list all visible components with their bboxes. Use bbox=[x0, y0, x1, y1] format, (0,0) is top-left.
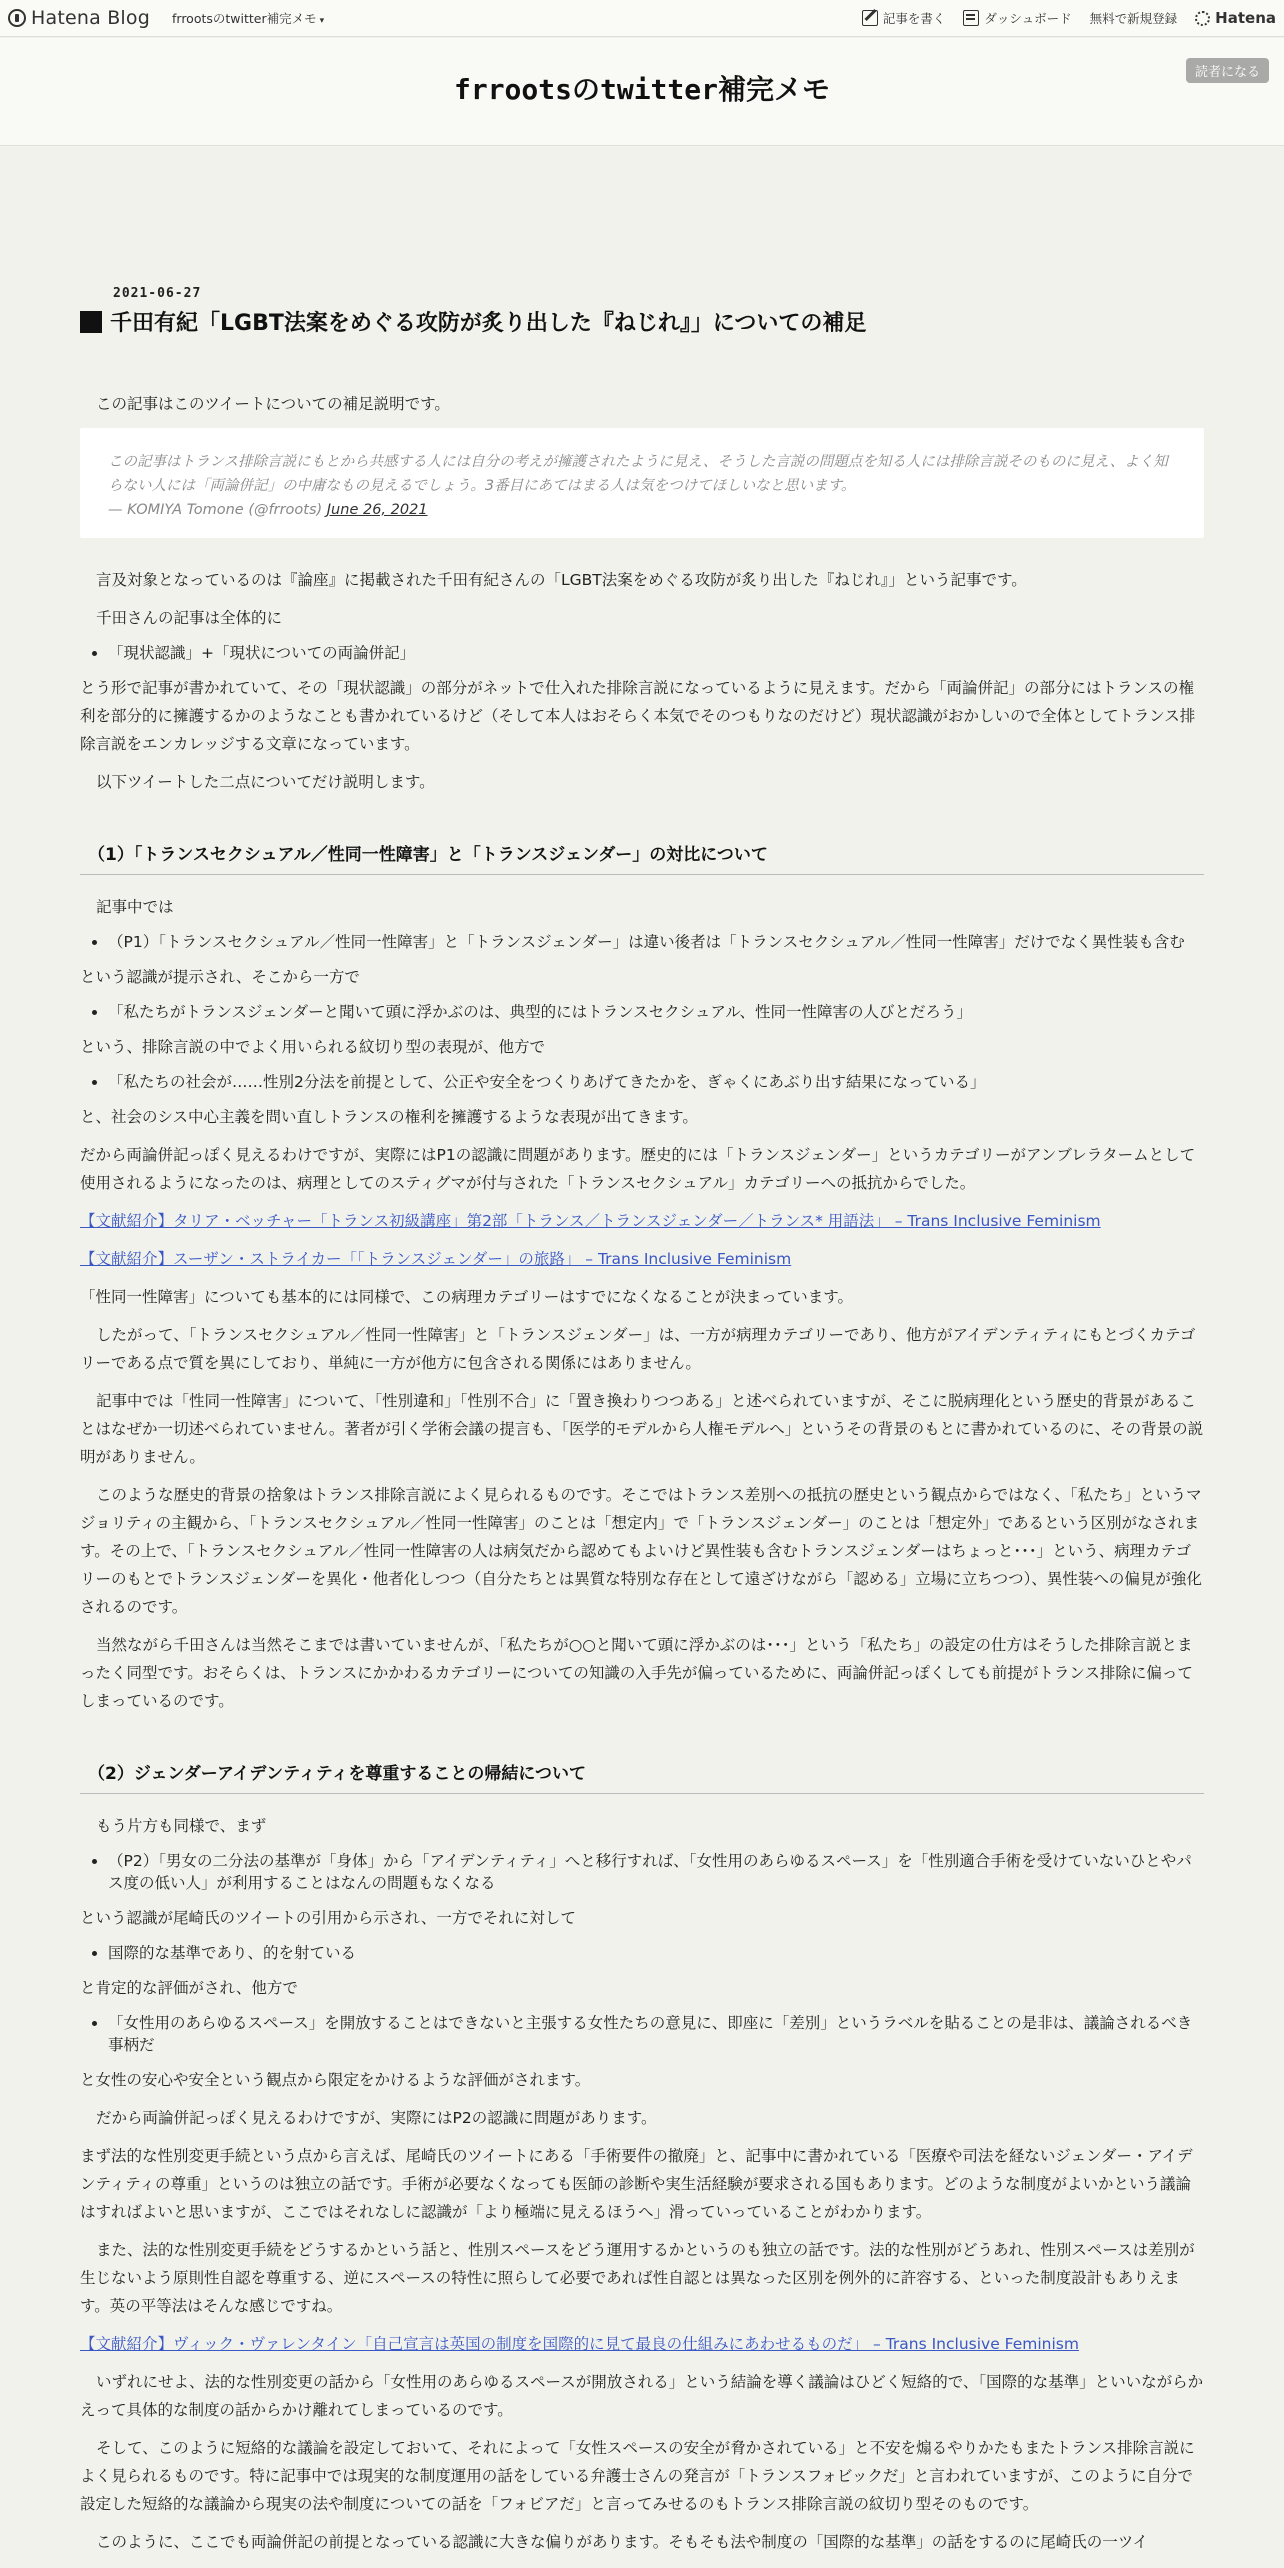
list-item: • 「現状認識」+「現状についての両論併記」 bbox=[108, 642, 1204, 664]
list-item: • 「私たちがトランスジェンダーと聞いて頭に浮かぶのは、典型的にはトランスセクシュアル、性同一性障害の人びとだろう」 bbox=[108, 1001, 1204, 1023]
signup-label: 無料で新規登録 bbox=[1089, 11, 1178, 26]
title-square-icon bbox=[80, 311, 102, 333]
subscribe-button[interactable]: 読者になる bbox=[1186, 58, 1269, 83]
section-heading-2: （2）ジェンダーアイデンティティを尊重することの帰結について bbox=[80, 1759, 1204, 1794]
bullet-list bbox=[108, 1001, 1204, 1023]
paragraph: と、社会のシス中心主義を問い直しトランスの権利を擁護するような表現が出てきます。 bbox=[80, 1108, 698, 1126]
dashboard-button[interactable] bbox=[963, 9, 1071, 27]
bullet-list bbox=[108, 1071, 1204, 1093]
hatena-blog-logo[interactable] bbox=[8, 7, 150, 29]
caret-down-icon: ▾ bbox=[319, 16, 325, 26]
list-item: • 「私たちの社会が……性別2分法を前提として、公正や安全をつくりあげてきたかを、ぎゃくにあぶり出す結果になっている」 bbox=[108, 1071, 1204, 1093]
hatena-blog-logo-icon bbox=[8, 9, 26, 27]
dashboard-label: ダッシュボード bbox=[984, 11, 1072, 26]
bullet-list bbox=[108, 1942, 1204, 1964]
bullet-list bbox=[108, 642, 1204, 664]
paragraph: という認識が尾崎氏のツイートの引用から示され、一方でそれに対して bbox=[80, 1909, 576, 1927]
paragraph: まず法的な性別変更手続という点から言えば、尾崎氏のツイートにある「手術要件の撤廃」と、記事中に書かれている「医療や司法を経ないジェンダー・アイデンティティの尊重」というのは独立の話です。手術が必要なくなっても医師の診断や実生活経験が要求される国もあります。どのような制度がよいかという議論はすればよいと思いますが、ここではそれなしに認識が「より極端に見えるほうへ」滑っていっていることがわかります。 bbox=[80, 2147, 1193, 2221]
signup-link[interactable] bbox=[1090, 9, 1178, 27]
entry-title-text[interactable]: 千田有紀「LGBT法案をめぐる攻防が炙り出した『ねじれ』」についての補足 bbox=[110, 311, 867, 336]
blog-header bbox=[0, 38, 1284, 146]
tweet-author: — KOMIYA Tomone (@frroots) bbox=[108, 502, 323, 518]
blog-title[interactable]: frrootsのtwitter補完メモ bbox=[453, 73, 830, 106]
tweet-text: この記事はトランス排除言説にもとから共感する人には自分の考えが擁護されたように見え、そうした言説の問題点を知る人には排除言説そのものに見え、よく知らない人には「両論併記」の中庸なもの見えるでしょう。3番目にあてはまる人は気をつけてほしいなと思います。 bbox=[108, 454, 1168, 494]
global-header bbox=[0, 0, 1284, 37]
dashboard-icon bbox=[963, 10, 979, 26]
reference-link[interactable]: 【文献紹介】スーザン・ストライカー「「トランスジェンダー」の旅路」 – Trans Inclusive Feminism bbox=[80, 1250, 792, 1268]
paragraph: 以下ツイートした二点についてだけ説明します。 bbox=[96, 773, 435, 791]
pencil-icon bbox=[862, 10, 878, 26]
paragraph: そして、このように短絡的な議論を設定しておいて、それによって「女性スペースの安全が脅かされている」と不安を煽るやりかたもまたトランス排除言説によく見られるものです。特に記事中では現実的な制度運用の話をしている弁護士さんの発言が「トランスフォビックだ」と言われていますが、このように自分で設定した短絡的な議論から現実の法や制度についての話を「フォビアだ」と言ってみせるのもトランス排除言説の紋切り型そのものです。 bbox=[80, 2439, 1195, 2513]
write-article-button[interactable] bbox=[862, 9, 946, 27]
paragraph: 記事中では「性同一性障害」について、「性別違和」「性別不合」に「置き換わりつつある」と述べられていますが、そこに脱病理化という歴史的背景があることはなぜか一切述べられていません。著者が引く学術会議の提言も、「医学的モデルから人権モデルへ」というその背景のもとに書かれているのに、その背景の説明がありません。 bbox=[80, 1392, 1204, 1466]
section-heading-1: （1）「トランスセクシュアル／性同一性障害」と「トランスジェンダー」の対比について bbox=[80, 840, 1204, 875]
reference-link[interactable]: 【文献紹介】タリア・ベッチャー「トランス初級講座」第2部「トランス／トランスジェンダー／トランス* 用語法」 – Trans Inclusive Feminism bbox=[80, 1212, 1101, 1230]
tweet-date-link[interactable]: June 26, 2021 bbox=[326, 502, 428, 518]
embedded-tweet bbox=[80, 428, 1204, 538]
paragraph: 千田さんの記事は全体的に bbox=[96, 609, 283, 627]
paragraph: だから両論併記っぽく見えるわけですが、実際にはP1の認識に問題があります。歴史的には「トランスジェンダー」というカテゴリーがアンブレラタームとして使用されるようになったのは、病理としてのスティグマが付与された「トランスセクシュアル」カテゴリーへの抵抗からでした。 bbox=[80, 1146, 1196, 1192]
hatena-brand-link[interactable] bbox=[1195, 9, 1276, 27]
entry-title bbox=[80, 306, 866, 337]
paragraph: このような歴史的背景の捨象はトランス排除言説によく見られるものです。そこではトランス差別への抵抗の歴史という観点からではなく、「私たち」というマジョリティの主観から、「トランスセクシュアル／性同一性障害」のことは「想定内」で「トランスジェンダー」のことは「想定外」であるという区別がなされます。その上で、「トランスセクシュアル／性同一性障害の人は病気だから認めてもよいけど異性装も含むトランスジェンダーはちょっと･･･」という、病理カテゴリーのもとでトランスジェンダーを異化・他者化しつつ（自分たちとは異質な特別な存在として遠ざけながら「認める」立場に立ちつつ）、異性装への偏見が強化されるのです。 bbox=[80, 1486, 1202, 1616]
blog-menu-label: frrootsのtwitter補完メモ bbox=[172, 11, 317, 26]
entry-date[interactable]: 2021-06-27 bbox=[113, 286, 202, 301]
hatena-sun-icon bbox=[1195, 11, 1210, 26]
list-item: • 「女性用のあらゆるスペース」を開放することはできないと主張する女性たちの意見に、即座に「差別」というラベルを貼ることの是非は、議論されるべき事柄だ bbox=[108, 2012, 1204, 2056]
hatena-blog-logo-text: Hatena Blog bbox=[31, 7, 150, 29]
paragraph: 記事中では bbox=[96, 898, 174, 916]
paragraph: と肯定的な評価がされ、他方で bbox=[80, 1979, 298, 1997]
paragraph: もう片方も同様で、まず bbox=[96, 1817, 267, 1835]
bullet-list bbox=[108, 2012, 1204, 2056]
paragraph: 「性同一性障害」についても基本的には同様で、この病理カテゴリーはすでになくなることが決まっています。 bbox=[80, 1288, 853, 1306]
list-item: • （P2）「男女の二分法の基準が「身体」から「アイデンティティ」へと移行すれば、「女性用のあらゆるスペース」を「性別適合手術を受けていないひとやパス度の低い人」が利用することはなんの問題もなくなる bbox=[108, 1850, 1204, 1894]
bullet-list bbox=[108, 931, 1204, 953]
paragraph: 言及対象となっているのは『論座』に掲載された千田有紀さんの「LGBT法案をめぐる攻防が炙り出した『ねじれ』」という記事です。 bbox=[96, 571, 1027, 589]
paragraph: このように、ここでも両論併記の前提となっている認識に大きな偏りがあります。そもそも法や制度の「国際的な基準」の話をするのに尾崎氏の一ツイ bbox=[96, 2533, 1148, 2551]
write-article-label: 記事を書く bbox=[882, 11, 946, 26]
hatena-brand-label: Hatena bbox=[1215, 9, 1276, 27]
paragraph: この記事はこのツイートについての補足説明です。 bbox=[96, 395, 450, 413]
paragraph: と女性の安心や安全という観点から限定をかけるような評価がされます。 bbox=[80, 2071, 591, 2089]
reference-link[interactable]: 【文献紹介】ヴィック・ヴァレンタイン「自己宣言は英国の制度を国際的に見て最良の仕組みにあわせるものだ」 – Trans Inclusive Feminism bbox=[80, 2335, 1079, 2353]
paragraph: したがって、「トランスセクシュアル／性同一性障害」と「トランスジェンダー」は、一方が病理カテゴリーであり、他方がアイデンティティにもとづくカテゴリーである点で質を異にしており、単純に一方が他方に包含される関係にはありません。 bbox=[80, 1326, 1196, 1372]
list-item: • （P1）「トランスセクシュアル／性同一性障害」と「トランスジェンダー」は違い後者は「トランスセクシュアル／性同一性障害」だけでなく異性装も含む bbox=[108, 931, 1204, 953]
paragraph: また、法的な性別変更手続をどうするかという話と、性別スペースをどう運用するかというのも独立の話です。法的な性別がどうあれ、性別スペースは差別が生じないよう原則性自認を尊重する、逆にスペースの特性に照らして必要であれば性自認とは異なった区別を例外的に許容する、といった制度設計もありえます。英の平等法はそんな感じですね。 bbox=[80, 2241, 1195, 2315]
paragraph: という認識が提示され、そこから一方で bbox=[80, 968, 360, 986]
paragraph: 当然ながら千田さんは当然そこまでは書いていませんが、「私たちが○○と聞いて頭に浮かぶのは･･･」という「私たち」の設定の仕方はそうした排除言説とまったく同型です。おそらくは、トランスにかかわるカテゴリーについての知識の入手先が偏っているために、両論併記っぽくしても前提がトランス排除に偏ってしまっているのです。 bbox=[80, 1636, 1193, 1710]
paragraph: とう形で記事が書かれていて、その「現状認識」の部分がネットで仕入れた排除言説になっているように見えます。だから「両論併記」の部分にはトランスの権利を部分的に擁護するかのようなことも書かれているけど（そして本人はおそらく本気でそのつもりなのだけど）現状認識がおかしいので全体としてトランス排除言説をエンカレッジする文章になっています。 bbox=[80, 679, 1196, 753]
paragraph: いずれにせよ、法的な性別変更の話から「女性用のあらゆるスペースが開放される」という結論を導く議論はひどく短絡的で、「国際的な基準」といいながらかえって具体的な制度の話からかけ離れてしまっているのです。 bbox=[80, 2373, 1204, 2419]
bullet-list bbox=[108, 1850, 1204, 1894]
paragraph: だから両論併記っぽく見えるわけですが、実際にはP2の認識に問題があります。 bbox=[96, 2109, 657, 2127]
blog-menu-dropdown[interactable] bbox=[172, 9, 324, 27]
paragraph: という、排除言説の中でよく用いられる紋切り型の表現が、他方で bbox=[80, 1038, 546, 1056]
entry-content bbox=[80, 390, 1204, 2566]
list-item: • 国際的な基準であり、的を射ている bbox=[108, 1942, 1204, 1964]
